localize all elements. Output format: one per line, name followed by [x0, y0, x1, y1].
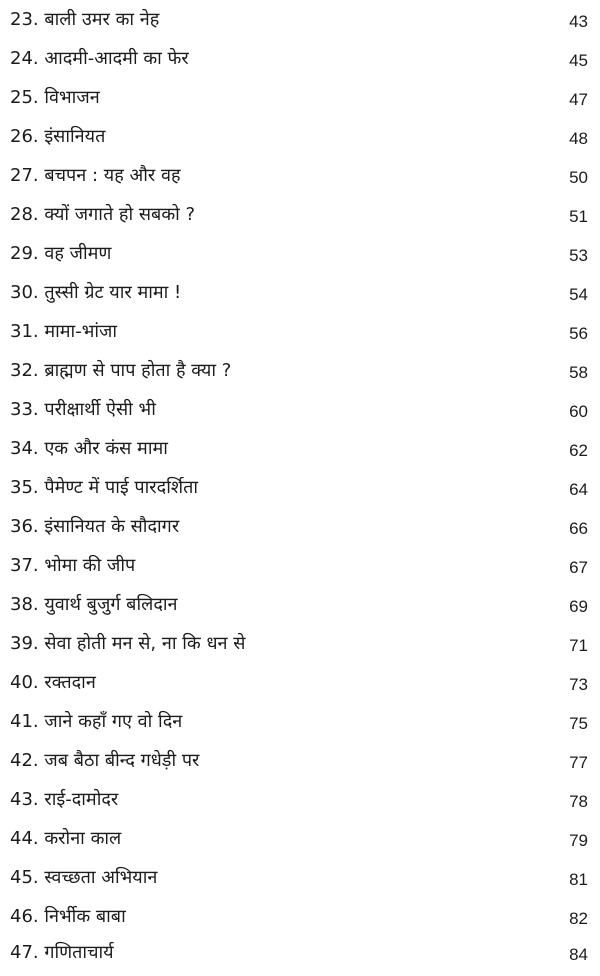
toc-entry-title: 26. इंसानियत	[10, 126, 106, 147]
toc-entry-page: 54	[569, 285, 588, 304]
toc-entry-title: 33. परीक्षार्थी ऐसी भी	[10, 399, 156, 420]
toc-entry	[0, 238, 600, 277]
toc-entry	[0, 550, 600, 589]
toc-entry-page: 81	[569, 870, 588, 889]
toc-entry	[0, 706, 600, 745]
toc-entry-title: 42. जब बैठा बीन्द गधेड़ी पर	[10, 750, 200, 771]
toc-entry-page: 78	[569, 792, 588, 811]
toc-entry-title: 24. आदमी-आदमी का फेर	[10, 48, 189, 69]
toc-entry-title: 37. भोमा की जीप	[10, 555, 136, 576]
toc-entry-title: 35. पैमेण्ट में पाई पारदर्शिता	[10, 477, 199, 498]
toc-entry-page: 69	[569, 597, 588, 616]
toc-entry-page: 77	[569, 753, 588, 772]
toc-entry-page: 43	[569, 12, 588, 31]
toc-entry-title: 32. ब्राह्मण से पाप होता है क्या ?	[10, 360, 232, 381]
toc-entry	[0, 589, 600, 628]
toc-entry-page: 60	[569, 402, 588, 421]
toc-entry-page: 62	[569, 441, 588, 460]
toc-entry	[0, 937, 600, 976]
toc-entry	[0, 862, 600, 901]
toc-entry	[0, 121, 600, 160]
toc-entry	[0, 4, 600, 43]
toc-entry	[0, 394, 600, 433]
toc-entry-title: 43. राई-दामोदर	[10, 789, 119, 810]
toc-entry	[0, 784, 600, 823]
toc-entry-page: 66	[569, 519, 588, 538]
toc-entry	[0, 43, 600, 82]
toc-entry-title: 45. स्वच्छता अभियान	[10, 867, 158, 888]
toc-entry-page: 45	[569, 51, 588, 70]
toc-entry-page: 84	[569, 945, 588, 964]
toc-entry-page: 50	[569, 168, 588, 187]
toc-entry	[0, 316, 600, 355]
toc-entry-title: 29. वह जीमण	[10, 243, 112, 264]
toc-entry-page: 53	[569, 246, 588, 265]
toc-entry	[0, 472, 600, 511]
toc-entry-page: 56	[569, 324, 588, 343]
toc-entry-title: 34. एक और कंस मामा	[10, 438, 168, 459]
toc-entry-page: 64	[569, 480, 588, 499]
toc-entry-title: 23. बाली उमर का नेह	[10, 9, 160, 30]
toc-entry-page: 47	[569, 90, 588, 109]
toc-entry-title: 46. निर्भीक बाबा	[10, 906, 126, 927]
toc-entry-title: 47. गणिताचार्य	[10, 942, 114, 963]
toc-entry-page: 71	[569, 636, 588, 655]
toc-entry-page: 75	[569, 714, 588, 733]
toc-entry-title: 31. मामा-भांजा	[10, 321, 118, 342]
toc-entry-page: 67	[569, 558, 588, 577]
toc-entry-page: 48	[569, 129, 588, 148]
toc-entry-title: 28. क्यों जगाते हो सबको ?	[10, 204, 196, 225]
toc-entry	[0, 628, 600, 667]
toc-entry-title: 36. इंसानियत के सौदागर	[10, 516, 180, 537]
toc-entry	[0, 901, 600, 940]
toc-entry	[0, 823, 600, 862]
toc-entry-title: 41. जाने कहाँ गए वो दिन	[10, 711, 183, 732]
toc-entry-title: 44. करोना काल	[10, 828, 122, 849]
toc-entry-title: 38. युवार्थ बुजुर्ग बलिदान	[10, 594, 178, 615]
toc-entry	[0, 745, 600, 784]
toc-entry	[0, 82, 600, 121]
toc-entry	[0, 433, 600, 472]
toc-entry-page: 51	[569, 207, 588, 226]
toc-entry-title: 40. रक्तदान	[10, 672, 96, 693]
toc-entry-page: 79	[569, 831, 588, 850]
toc-entry	[0, 277, 600, 316]
toc-entry-page: 73	[569, 675, 588, 694]
toc-entry-title: 30. तुस्सी ग्रेट यार मामा !	[10, 282, 182, 303]
toc-entry-title: 27. बचपन : यह और वह	[10, 165, 181, 186]
toc-entry	[0, 199, 600, 238]
toc-entry-title: 25. विभाजन	[10, 87, 100, 108]
toc-entry-title: 39. सेवा होती मन से, ना कि धन से	[10, 633, 246, 654]
toc-entry	[0, 667, 600, 706]
toc-entry	[0, 511, 600, 550]
toc-entry	[0, 355, 600, 394]
toc-entry-page: 58	[569, 363, 588, 382]
toc-entry	[0, 160, 600, 199]
toc-entry-page: 82	[569, 909, 588, 928]
